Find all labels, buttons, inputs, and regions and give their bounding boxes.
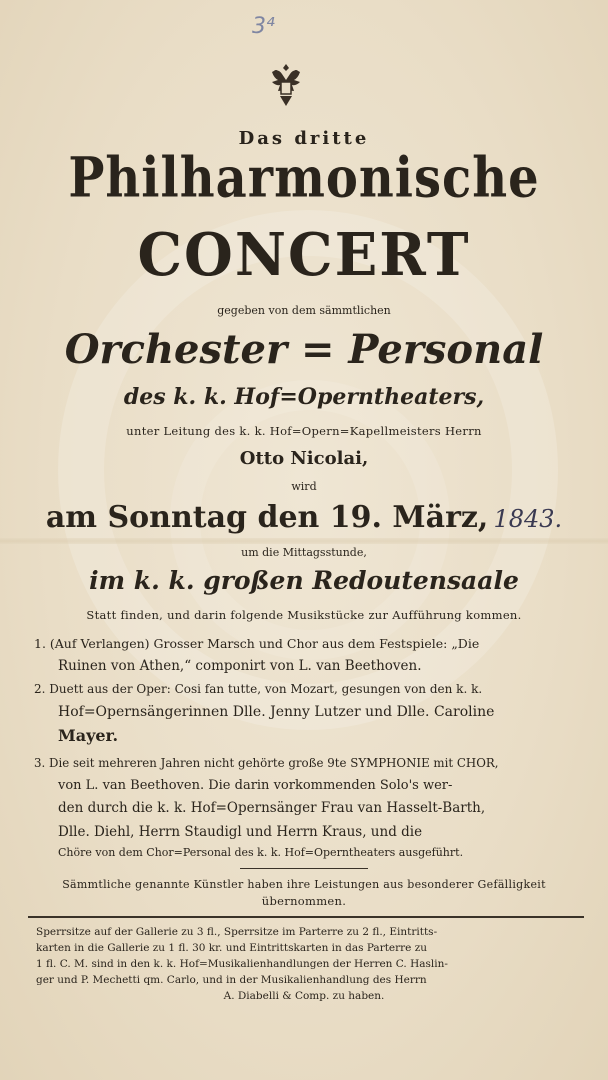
- item-2-line-3: Mayer.: [58, 726, 119, 745]
- time-line: um die Mittagsstunde,: [241, 546, 367, 559]
- note-line-2: übernommen.: [261, 894, 347, 908]
- double-eagle-crest-icon: [262, 58, 310, 110]
- tickets-line-1: Sperrsitze auf der Gallerie zu 3 fl., Sperrsitze im Parterre zu 2 fl., Eintritts-: [36, 926, 438, 938]
- given-by: gegeben von dem sämmtlichen: [217, 304, 391, 317]
- conductor-name: Otto Nicolai,: [239, 448, 369, 469]
- title-small: Das dritte: [238, 128, 370, 149]
- tickets-line-4: ger und P. Mechetti qm. Carlo, und in der Musikalienhandlung des Herrn: [36, 974, 427, 986]
- title-main: Philharmonische: [68, 145, 540, 211]
- tickets-line-3: 1 fl. C. M. sind in den k. k. Hof=Musikalienhandlungen der Herren C. Haslin-: [36, 958, 448, 970]
- item-3-line-1: 3. Die seit mehreren Jahren nicht gehörte große 9te SYMPHONIE mit CHOR,: [34, 756, 499, 770]
- item-3-line-2: von L. van Beethoven. Die darin vorkommenden Solo's wer-: [58, 778, 453, 793]
- item-1-line-1: 1. (Auf Verlangen) Grosser Marsch und Chor aus dem Festspiele: „Die: [34, 636, 480, 651]
- tickets-line-5: A. Diabelli & Comp. zu haben.: [223, 990, 385, 1002]
- wird: wird: [291, 480, 317, 493]
- item-3-line-3: den durch die k. k. Hof=Opernsänger Frau van Hasselt-Barth,: [58, 800, 486, 816]
- tickets-line-2: karten in die Gallerie zu 1 fl. 30 kr. und Eintrittskarten in das Parterre zu: [36, 942, 428, 954]
- direction-line: unter Leitung des k. k. Hof=Opern=Kapellmeisters Herrn: [126, 424, 482, 438]
- title-concert: CONCERT: [137, 220, 471, 290]
- item-2-line-2: Hof=Opernsängerinnen Dlle. Jenny Lutzer und Dlle. Caroline: [58, 704, 495, 720]
- item-1-line-2: Ruinen von Athen,“ componirt von L. van Beethoven.: [58, 658, 422, 674]
- item-3-line-4: Dlle. Diehl, Herrn Staudigl und Herrn Kraus, und die: [58, 824, 423, 840]
- separator-short: [240, 868, 368, 869]
- statt-line: Statt finden, und darin folgende Musikstücke zur Aufführung kommen.: [86, 608, 522, 622]
- theatre-line: des k. k. Hof=Operntheaters,: [123, 384, 485, 410]
- date-handwritten: 1843.: [493, 505, 563, 533]
- item-2-line-1: 2. Duett aus der Oper: Cosi fan tutte, von Mozart, gesungen von den k. k.: [34, 682, 483, 696]
- item-3-line-5: Chöre von dem Chor=Personal des k. k. Hof=Operntheaters ausgeführt.: [58, 846, 464, 859]
- date-print: am Sonntag den 19. März,: [45, 500, 489, 535]
- orchestra-heading: Orchester = Personal: [64, 326, 544, 373]
- pencil-note: 3⁴: [252, 14, 275, 39]
- venue: im k. k. großen Redoutensaale: [89, 566, 519, 595]
- separator-long: [28, 916, 584, 918]
- paper-fold: [0, 538, 608, 544]
- note-line-1: Sämmtliche genannte Künstler haben ihre Leistungen aus besonderer Gefälligkeit: [62, 878, 546, 891]
- date-line: [0, 500, 608, 535]
